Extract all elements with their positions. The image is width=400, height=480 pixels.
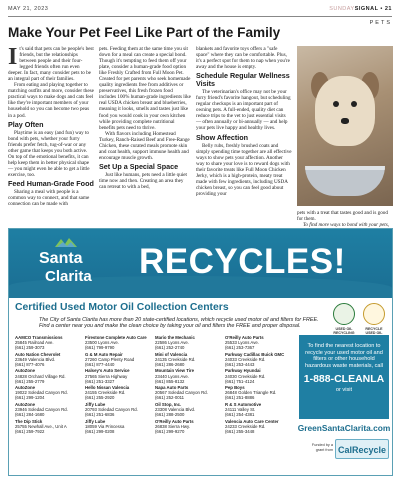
location-entry bbox=[225, 419, 293, 434]
location-column-1 bbox=[15, 335, 83, 435]
location-column-2 bbox=[85, 335, 153, 435]
collection-center-list bbox=[15, 335, 295, 473]
location-address: 19022 Soledad Canyon Rd. bbox=[15, 390, 68, 396]
location-address: 20567 Soledad Canyon Rd. bbox=[155, 390, 208, 396]
recycling-ad bbox=[8, 228, 393, 476]
location-entry bbox=[85, 352, 153, 367]
dog-eye-left bbox=[333, 101, 339, 107]
location-entry bbox=[225, 335, 293, 350]
location-phone: (661) 253-7367 bbox=[225, 345, 255, 351]
location-entry bbox=[15, 419, 83, 434]
food-bowl bbox=[305, 166, 385, 196]
article-column-2 bbox=[99, 46, 191, 190]
dog-head bbox=[315, 76, 375, 146]
badge-caption: RECYCLE USED OIL bbox=[365, 327, 383, 335]
location-address: 23500 Lyons Ave. bbox=[85, 340, 119, 346]
page-header bbox=[8, 6, 392, 16]
logo-mark-icon bbox=[53, 235, 79, 249]
subhead-affection: Show Affection bbox=[196, 132, 249, 142]
location-phone: (661) 284-1680 bbox=[15, 412, 45, 418]
location-phone: (661) 799-9790 bbox=[85, 345, 115, 351]
paragraph: pets with a treat that tastes good and is good for them. bbox=[297, 210, 388, 223]
location-name: Hello Nissan Valencia bbox=[85, 385, 130, 391]
location-phone: (661) 251-3327 bbox=[85, 378, 115, 384]
location-address: 23946 Soledad Canyon Rd. bbox=[15, 406, 68, 412]
location-phone: (661) 251-8886 bbox=[225, 395, 255, 401]
paragraph: The veterinarian's office may not be your furry friend's favorite hangout, but scheduling regular checkups is an important part of owning pets. A full-ended, quality diet can reduce trips to the vet to just essential visits — often annually or bi-annually — and help your pets live happy and healthy lives. bbox=[196, 89, 291, 132]
location-entry bbox=[155, 385, 223, 400]
location-entry bbox=[15, 402, 83, 417]
location-phone: (661) 299-9270 bbox=[155, 428, 185, 434]
subhead-play: Play Often bbox=[8, 119, 44, 129]
location-column-3 bbox=[155, 335, 223, 435]
info-box bbox=[299, 335, 389, 419]
location-phone: (661) 299-1204 bbox=[15, 395, 45, 401]
location-name: Auto Nation Chevrolet bbox=[15, 351, 61, 357]
paragraph: Just like humans, pets need a little quiet time now and then. Creating an area they can retreat to with a bed, bbox=[99, 171, 187, 190]
issue-date: MAY 21, 2023 bbox=[8, 6, 49, 12]
location-address: 24155 Creekside Rd. bbox=[85, 390, 126, 396]
santa-clarita-logo bbox=[17, 235, 127, 293]
brand-sunday: SUNDAY bbox=[329, 6, 355, 12]
location-address: 24033 Creekside Rd. bbox=[225, 356, 266, 362]
paragraph: blankets and favorite toys offers a "safe space" where they can be comfortable. Plus, it's a perfect spot for them to nap when you're away and the house is empty. bbox=[196, 46, 290, 71]
location-address: 27565 Sierra Highway bbox=[85, 373, 128, 379]
website-link[interactable]: GreenSantaClarita.com bbox=[297, 423, 391, 433]
location-address: 24030 Creekside Rd. bbox=[225, 373, 266, 379]
location-name: Parkway Cadillac Buick GMC bbox=[225, 351, 285, 357]
page-number: • 21 bbox=[378, 6, 392, 12]
location-entry bbox=[155, 352, 223, 367]
location-phone: (661) 288-2500 bbox=[155, 412, 185, 418]
location-name: Parkway Hyundai bbox=[225, 368, 261, 374]
location-address: 25845 Railroad Ave. bbox=[15, 340, 54, 346]
location-entry bbox=[85, 402, 153, 417]
location-name: Halsey's Auto Service bbox=[85, 368, 130, 374]
location-name: Mountain View Tire bbox=[155, 368, 194, 374]
location-phone: (661) 252-2740 bbox=[155, 345, 185, 351]
location-entry bbox=[85, 385, 153, 400]
location-name: Jiffy Lube bbox=[85, 401, 106, 407]
logo-word-santa: Santa bbox=[39, 250, 83, 267]
location-entry bbox=[225, 402, 293, 417]
location-phone: (661) 254-4381 bbox=[225, 412, 255, 418]
badge-caption: USED OIL RECYCLING bbox=[333, 327, 355, 335]
location-address: 23440 Lyons Ave. bbox=[155, 373, 189, 379]
location-address: 24233 Creekside Rd. bbox=[225, 423, 266, 429]
header-rule bbox=[8, 16, 392, 17]
location-entry bbox=[15, 335, 83, 350]
location-address: 18059 Via Princessa bbox=[85, 423, 125, 429]
location-name: Mario the Mechanic bbox=[155, 335, 195, 340]
or-visit: or visit bbox=[335, 387, 353, 394]
section-label: PETS bbox=[369, 20, 392, 26]
location-name: G & M Auto Repair bbox=[85, 351, 123, 357]
location-entry bbox=[225, 352, 293, 367]
location-name: AutoZone bbox=[15, 401, 36, 407]
drop-cap: I bbox=[8, 44, 18, 70]
location-phone: (661) 255-2920 bbox=[85, 395, 115, 401]
article-column-3 bbox=[196, 46, 292, 197]
subhead-space: Set Up a Special Space bbox=[99, 161, 179, 171]
dog-nose bbox=[341, 118, 349, 124]
location-address: 27260 Camp Plenty Road bbox=[85, 356, 135, 362]
location-name: Napa Auto Parts bbox=[155, 385, 189, 391]
article-headline: Make Your Pet Feel Like Part of the Family bbox=[8, 25, 281, 40]
dog-photo bbox=[297, 46, 393, 206]
location-address: 26848 Golden Triangle Rd. bbox=[225, 390, 277, 396]
location-name: AutoZone bbox=[15, 385, 36, 391]
location-phone: (661) 252-0011 bbox=[155, 395, 185, 401]
location-phone: (661) 255-3448 bbox=[225, 428, 255, 434]
ad-intro: The City of Santa Clarita has more than 20 state-certified locations, which recycle used motor oil and filters for FREE. Find a center near you and make the clean choice by taking your oil and filters the FREE and proper disposal. bbox=[39, 317, 319, 330]
paragraph: Sharing a meal with people is a common way to connect, and that same connection can be made with bbox=[8, 188, 90, 208]
hotline-phone[interactable]: 1-888-CLEANLA bbox=[303, 373, 385, 386]
used-oil-badge bbox=[331, 303, 357, 337]
subhead-feed: Feed Human-Grade Food bbox=[8, 178, 94, 188]
location-entry bbox=[155, 402, 223, 417]
funded-by-text: Funded by a grant from bbox=[311, 443, 333, 452]
location-phone: (661) 299-0208 bbox=[85, 428, 115, 434]
location-name: Mini of Valencia bbox=[155, 351, 188, 357]
location-entry bbox=[85, 368, 153, 383]
ad-subtitle: Certified Used Motor Oil Collection Centers bbox=[15, 302, 229, 313]
location-address: 24111 Valley St. bbox=[225, 406, 256, 412]
location-entry bbox=[155, 368, 223, 383]
location-name: Pep Boys bbox=[225, 385, 245, 391]
location-phone: (661) 255-2779 bbox=[15, 378, 45, 384]
location-address: 26838 Sierra Hwy. bbox=[155, 423, 191, 429]
location-phone: (661) 259-7922 bbox=[15, 428, 45, 434]
location-address: 23308 Valencia Blvd. bbox=[155, 406, 196, 412]
location-entry bbox=[85, 335, 153, 350]
location-entry bbox=[15, 352, 83, 367]
location-address: 25533 Lyons Ave. bbox=[225, 340, 259, 346]
location-phone: (661) 751-4124 bbox=[225, 378, 255, 384]
location-entry bbox=[225, 368, 293, 383]
location-column-4 bbox=[225, 335, 293, 435]
location-name: R & S Automotive bbox=[225, 401, 262, 407]
paragraph: Playtime is an easy (and fun) way to bond with pets, whether your furry friends prefer fetch, tug-of-war or any other game that keeps you both active. On top of the emotional benefits, it can help keep them in better physical shape — you might even be able to get a little exercise, too. bbox=[8, 129, 90, 178]
location-name: The Dip Stick bbox=[15, 418, 43, 424]
brand-signal: SIGNAL bbox=[354, 6, 379, 12]
location-entry bbox=[15, 385, 83, 400]
location-entry bbox=[15, 368, 83, 383]
location-name: Oil Stop, Inc. bbox=[155, 401, 182, 407]
location-address: 23649 Valencia Blvd. bbox=[15, 356, 56, 362]
used-oil-badge-icon bbox=[333, 303, 355, 325]
recycle-oil-badge bbox=[361, 303, 387, 337]
location-entry bbox=[225, 385, 293, 400]
location-name: Jiffy Lube bbox=[85, 418, 106, 424]
intro-paragraph: t's said that pets can be people's best friends, but the relationships between people and their four-legged friends often run even deeper. In fact, many consider pets to be an integral part of their families. bbox=[8, 46, 94, 83]
location-address: 25755 Newhall Ave., Unit A bbox=[15, 423, 67, 429]
location-name: AutoZone bbox=[15, 368, 36, 374]
location-address: 22586 Lyons Ave. bbox=[155, 340, 189, 346]
location-entry bbox=[85, 419, 153, 434]
location-name: Firestone Complete Auto Care bbox=[85, 335, 147, 340]
article-column-1 bbox=[8, 46, 94, 207]
location-name: O'Reilly Auto Parts bbox=[225, 335, 264, 340]
location-name: O'Reilly Auto Parts bbox=[155, 418, 194, 424]
dog-eye-right bbox=[351, 101, 357, 107]
ad-title: RECYCLES! bbox=[139, 242, 346, 281]
location-address: 24828 Orchard Village Rd. bbox=[15, 373, 66, 379]
location-phone: (661) 259-3073 bbox=[15, 345, 45, 351]
location-name: Valencia Auto Care Center bbox=[225, 418, 279, 424]
recycle-oil-badge-icon bbox=[363, 303, 385, 325]
location-phone: (661) 253-4443 bbox=[225, 361, 255, 367]
location-phone: (661) 855-8132 bbox=[155, 378, 185, 384]
paragraph-more-info: To find more ways to bond with your pets, bbox=[303, 222, 390, 229]
paragraph: With flavors including Homestead Turkey, Ranch-Raised Beef and Free-Range Chicken, these curated meals promote skin and coat health, support immune health and encourage muscle growth. bbox=[99, 130, 190, 161]
info-text: To find the nearest location to recycle your used motor oil and filters or other household hazardous waste materials, call bbox=[304, 343, 384, 369]
paragraph: pets. Feeding them at the same time you sit down for a meal can create a special bond. Though it's tempting to feed them off your plate, consider a human-grade food option like Freshly Crafted from Full Moon Pet. Created for pet parents who seek homemade quality ingredients free from additives or preservatives, this fresh frozen food includes 100% human-grade ingredients like real USDA chicken breast and blueberries, meaning it looks, smells and tastes just like food you would cook in your own kitchen while providing complete nutritional benefits pets need to thrive. bbox=[99, 46, 191, 131]
ad-banner bbox=[9, 229, 392, 298]
location-entry bbox=[155, 419, 223, 434]
location-address: 24135 Creekside Rd. bbox=[155, 356, 196, 362]
paragraph: Belly rubs, freshly brushed coats and simply spending time together are all effective ways to show pets your affection. Another way to share your love is to reward dogs with their favorite treats like Full Moon Chicken Jerky, which is a high-protein, meaty treat made with few ingredients, including USDA chicken breast, so you can feel good about providing your bbox=[196, 142, 292, 197]
subhead-vet: Schedule Regular Wellness Visits bbox=[196, 71, 290, 89]
location-address: 20793 Soledad Canyon Rd. bbox=[85, 406, 138, 412]
location-phone: (661) 877-4440 bbox=[85, 361, 115, 367]
location-phone: (661) 286-2680 bbox=[155, 361, 185, 367]
paragraph: From eating and playing together to matching outfits and more, consider these practical ways to make dogs and cats feel like they're important members of your household so you can become two peas in a pod. bbox=[8, 82, 94, 119]
location-name: AAMCO Transmissions bbox=[15, 335, 63, 340]
location-phone: (661) 877-4076 bbox=[15, 361, 45, 367]
location-phone: (661) 251-6836 bbox=[85, 412, 115, 418]
calrecycle-logo: CalRecycle bbox=[335, 439, 389, 459]
location-entry bbox=[155, 335, 223, 350]
publication-name bbox=[329, 6, 392, 12]
logo-word-clarita: Clarita bbox=[45, 268, 92, 285]
